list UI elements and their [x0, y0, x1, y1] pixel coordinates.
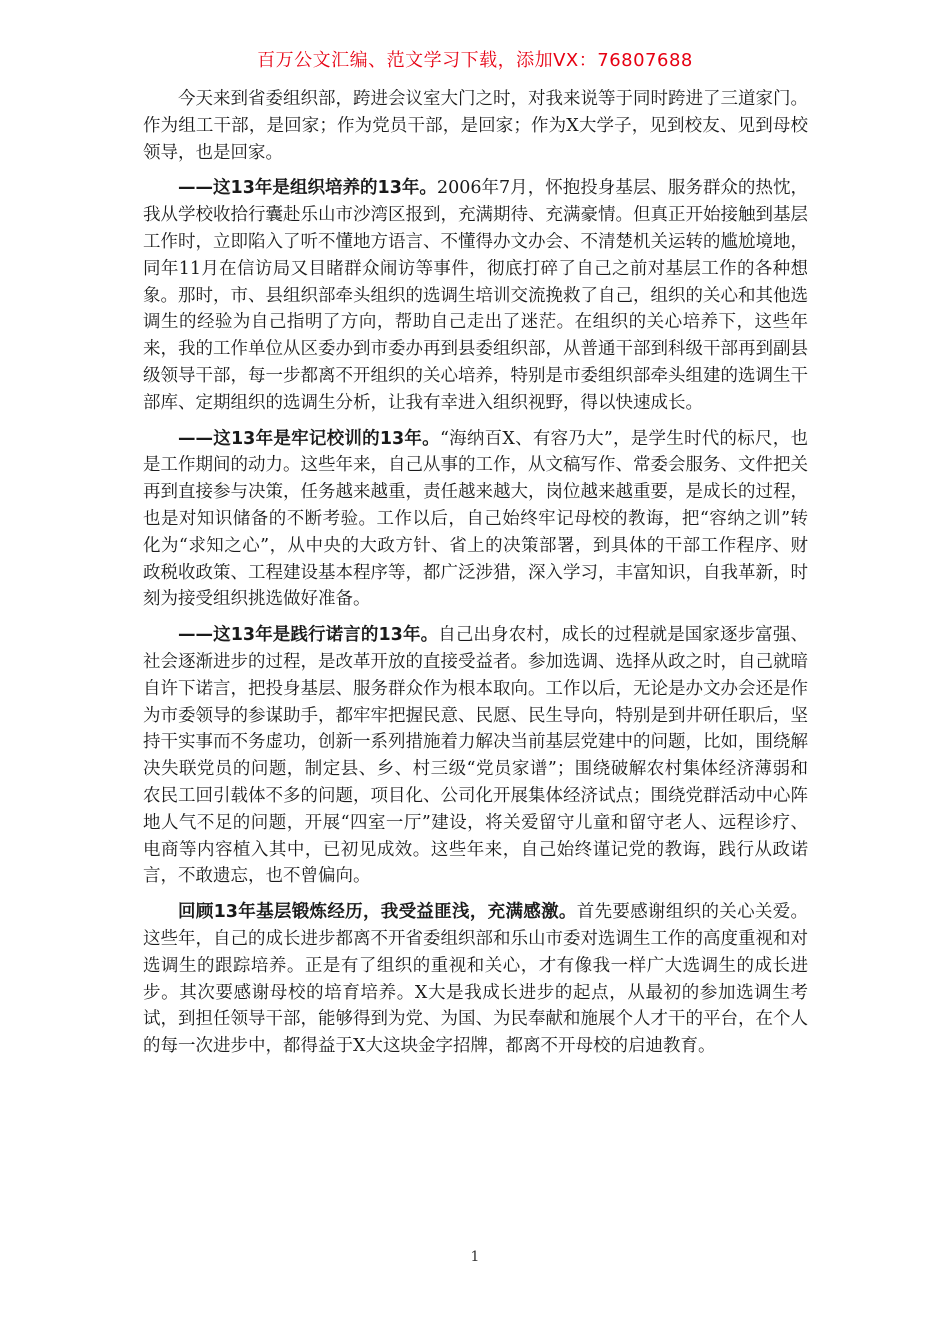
paragraph-text: 首先要感谢组织的关心关爱。这些年，自己的成长进步都离不开省委组织部和乐山市委对选调生工作的高度重视和对选调生的跟踪培养。正是有了组织的重视和关心，才有像我一样广大选调生的成长进步。其次要感谢母校的培育培养。X大是我成长进步的起点，从最初的参加选调生考试，到担任领导干部，能够得到为党、为国、为民奉献和施展个人才干的平台，在个人的每一次进步中，都得益于X大这块金字招牌，都离不开母校的启迪教育。 [143, 902, 809, 1057]
paragraph-lead: 回顾13年基层锻炼经历，我受益匪浅，充满感激。 [178, 902, 577, 923]
paragraph-school-motto [143, 426, 808, 614]
paragraph-text: “海纳百X、有容乃大”，是学生时代的标尺，也是工作期间的动力。这些年来，自己从事的工作，从文稿写作、常委会服务、文件把关再到直接参与决策，任务越来越重，责任越来越大，岗位越来越重要，是成长的过程，也是对知识储备的不断考验。工作以后，自己始终牢记母校的教诲，把“容纳之训”转化为“求知之心”，从中央的大政方针、省上的决策部署，到具体的干部工作程序、财政税收政策、工程建设基本程序等，都广泛涉猎，深入学习，丰富知识，自我革新，时刻为接受组织挑选做好准备。 [143, 428, 808, 610]
paragraph-text: 今天来到省委组织部，跨进会议室大门之时，对我来说等于同时跨进了三道家门。作为组工干部，是回家；作为党员干部，是回家；作为X大学子，见到校友、见到母校领导，也是回家。 [143, 89, 808, 163]
paragraph-intro [143, 86, 808, 166]
paragraph-gratitude [143, 899, 808, 1060]
paragraph-lead: ——这13年是牢记校训的13年。 [178, 428, 440, 449]
page-number: 1 [470, 1249, 480, 1265]
document-body [143, 86, 808, 1069]
paragraph-organization-training [143, 175, 808, 416]
paragraph-keeping-promise [143, 622, 808, 890]
paragraph-lead: ——这13年是践行诺言的13年。 [178, 625, 439, 646]
header-banner: 百万公文汇编、范文学习下载，添加VX：76807688 [257, 50, 693, 71]
paragraph-text: 自己出身农村，成长的过程就是国家逐步富强、社会逐渐进步的过程，是改革开放的直接受益者。参加选调、选择从政之时，自己就暗自许下诺言，把投身基层、服务群众作为根本取向。工作以后，无论是办文办会还是作为市委领导的参谋助手，都牢牢把握民意、民愿、民生导向，特别是到井研任职后，坚持干实事而不务虚功，创新一系列措施着力解决当前基层党建中的问题，比如，围绕解决失联党员的问题，制定县、乡、村三级“党员家谱”；围绕破解农村集体经济薄弱和农民工回引载体不多的问题，项目化、公司化开展集体经济试点；围绕党群活动中心阵地人气不足的问题，开展“四室一厅”建设，将关爱留守儿童和留守老人、远程诊疗、电商等内容植入其中，已初见成效。这些年来，自己始终谨记党的教诲，践行从政诺言，不敢遗忘，也不曾偏向。 [143, 625, 808, 887]
paragraph-text: 2006年7月，怀抱投身基层、服务群众的热忱，我从学校收拾行囊赴乐山市沙湾区报到，充满期待、充满豪情。但真正开始接触到基层工作时，立即陷入了听不懂地方语言、不懂得办文办会、不清楚机关运转的尴尬境地，同年11月在信访局又目睹群众闹访等事件，彻底打碎了自己之前对基层工作的各种想象。那时，市、县组织部牵头组织的选调生培训交流挽救了自己，组织的关心和其他选调生的经验为自己指明了方向，帮助自己走出了迷茫。在组织的关心培养下，这些年来，我的工作单位从区委办到市委办再到县委组织部，从普通干部到科级干部再到副县级领导干部，每一步都离不开组织的关心培养，特别是市委组织部牵头组建的选调生干部库、定期组织的选调生分析，让我有幸进入组织视野，得以快速成长。 [143, 178, 808, 413]
paragraph-lead: ——这13年是组织培养的13年。 [178, 178, 437, 199]
